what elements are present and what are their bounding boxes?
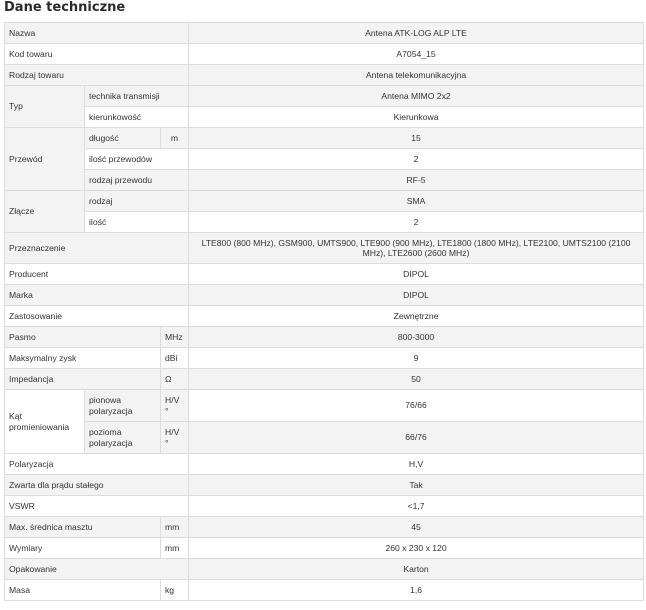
row-unit-zysk: dBi (161, 348, 189, 369)
row-label-polaryzacja: Polaryzacja (5, 454, 189, 475)
row-unit-pasmo: MHz (161, 327, 189, 348)
row-value-pasmo: 800-3000 (189, 327, 644, 348)
sub-value-zlacze-rodzaj: SMA (189, 191, 644, 212)
row-value-kod-towaru: A7054_15 (189, 44, 644, 65)
row-label-wymiary: Wymiary (5, 538, 161, 559)
sub-label-zlacze-ilosc: ilość (85, 212, 189, 233)
row-label-zwarta: Zwarta dla prądu stałego (5, 475, 189, 496)
row-label-vswr: VSWR (5, 496, 189, 517)
row-label-rodzaj-towaru: Rodzaj towaru (5, 65, 189, 86)
table-row (5, 149, 644, 170)
sub-value-rodzaj-przewodu: RF-5 (189, 170, 644, 191)
row-label-producent: Producent (5, 264, 189, 285)
sub-unit-dlugosc: m (161, 128, 189, 149)
table-row (5, 580, 644, 601)
row-unit-srednica: mm (161, 517, 189, 538)
sub-value-pozioma: 66/76 (189, 422, 644, 454)
group-label-kat: Kąt promieniowania (5, 390, 85, 454)
sub-label-technika: technika transmisji (85, 86, 189, 107)
table-row (5, 128, 644, 149)
row-value-srednica: 45 (189, 517, 644, 538)
group-label-przewod: Przewód (5, 128, 85, 191)
table-row (5, 538, 644, 559)
table-row (5, 454, 644, 475)
table-row (5, 170, 644, 191)
table-row (5, 306, 644, 327)
section-title: Dane techniczne (4, 0, 126, 15)
row-label-masa: Masa (5, 580, 161, 601)
table-row (5, 212, 644, 233)
sub-value-kierunkowosc: Kierunkowa (189, 107, 644, 128)
row-value-zwarta: Tak (189, 475, 644, 496)
sub-value-pionowa: 76/66 (189, 390, 644, 422)
table-row (5, 348, 644, 369)
group-label-zlacze: Złącze (5, 191, 85, 233)
group-label-typ: Typ (5, 86, 85, 128)
row-unit-impedancja: Ω (161, 369, 189, 390)
sub-label-zlacze-rodzaj: rodzaj (85, 191, 189, 212)
row-label-przeznaczenie: Przeznaczenie (5, 233, 189, 264)
table-row (5, 390, 644, 422)
row-unit-wymiary: mm (161, 538, 189, 559)
row-label-zastosowanie: Zastosowanie (5, 306, 189, 327)
table-row (5, 285, 644, 306)
row-value-nazwa: Antena ATK-LOG ALP LTE (189, 23, 644, 44)
sub-label-rodzaj-przewodu: rodzaj przewodu (85, 170, 189, 191)
row-value-vswr: <1,7 (189, 496, 644, 517)
sub-label-pionowa: pionowa polaryzacja (85, 390, 161, 422)
table-row (5, 233, 644, 264)
sub-label-kierunkowosc: kierunkowość (85, 107, 189, 128)
row-label-marka: Marka (5, 285, 189, 306)
table-row (5, 422, 644, 454)
table-row (5, 44, 644, 65)
row-value-zastosowanie: Zewnętrzne (189, 306, 644, 327)
row-value-wymiary: 260 x 230 x 120 (189, 538, 644, 559)
row-unit-masa: kg (161, 580, 189, 601)
row-value-marka: DIPOL (189, 285, 644, 306)
row-value-masa: 1,6 (189, 580, 644, 601)
table-row (5, 65, 644, 86)
table-row (5, 327, 644, 348)
sub-value-zlacze-ilosc: 2 (189, 212, 644, 233)
table-row (5, 475, 644, 496)
table-row (5, 369, 644, 390)
table-row (5, 496, 644, 517)
row-label-srednica: Max. średnica masztu (5, 517, 161, 538)
table-row (5, 191, 644, 212)
row-value-producent: DIPOL (189, 264, 644, 285)
row-label-nazwa: Nazwa (5, 23, 189, 44)
sub-label-dlugosc: długość (85, 128, 161, 149)
sub-value-dlugosc: 15 (189, 128, 644, 149)
sub-label-ilosc-przewodow: ilość przewodów (85, 149, 189, 170)
row-value-rodzaj-towaru: Antena telekomunikacyjna (189, 65, 644, 86)
row-label-opakowanie: Opakowanie (5, 559, 189, 580)
sub-value-ilosc-przewodow: 2 (189, 149, 644, 170)
table-row (5, 86, 644, 107)
table-row (5, 23, 644, 44)
table-row (5, 517, 644, 538)
row-value-przeznaczenie: LTE800 (800 MHz), GSM900, UMTS900, LTE900 (900 MHz), LTE1800 (1800 MHz), LTE2100, UMTS2100 (2100 MHz), LTE2600 (2600 MHz) (189, 233, 644, 264)
sub-value-technika: Antena MIMO 2x2 (189, 86, 644, 107)
table-row (5, 107, 644, 128)
sub-label-pozioma: pozioma polaryzacja (85, 422, 161, 454)
row-value-impedancja: 50 (189, 369, 644, 390)
row-label-impedancja: Impedancja (5, 369, 161, 390)
table-row (5, 264, 644, 285)
row-label-pasmo: Pasmo (5, 327, 161, 348)
row-value-opakowanie: Karton (189, 559, 644, 580)
row-label-zysk: Maksymalny zysk (5, 348, 161, 369)
row-value-zysk: 9 (189, 348, 644, 369)
sub-unit-pionowa: H/V ° (161, 390, 189, 422)
sub-unit-pozioma: H/V ° (161, 422, 189, 454)
row-label-kod-towaru: Kod towaru (5, 44, 189, 65)
row-value-polaryzacja: H,V (189, 454, 644, 475)
spec-table (4, 22, 644, 601)
table-row (5, 559, 644, 580)
